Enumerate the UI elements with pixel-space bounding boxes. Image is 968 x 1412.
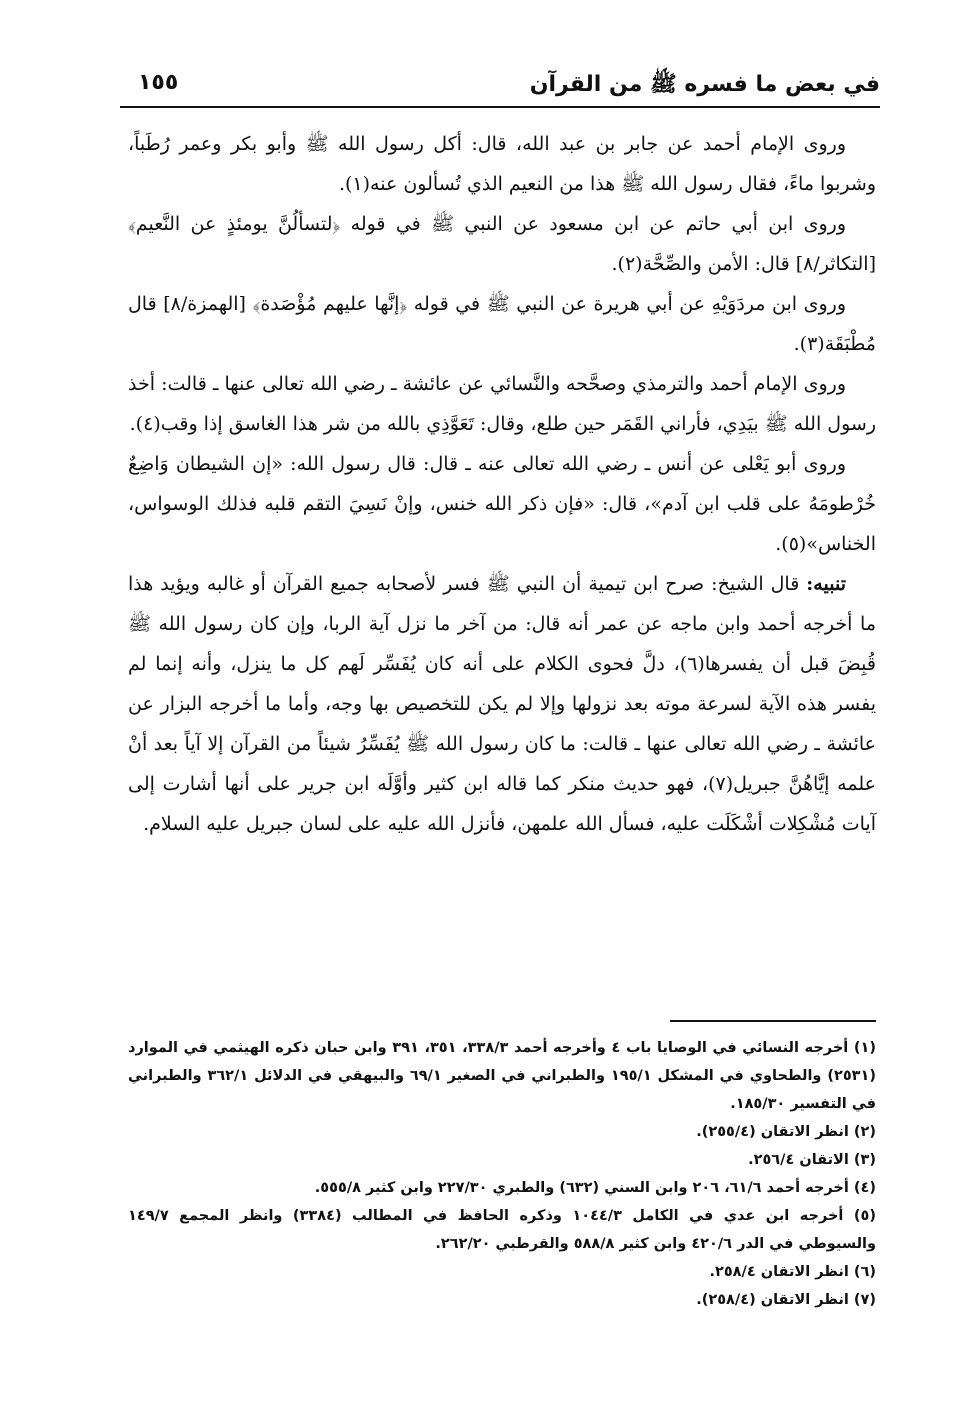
footnote-5: (٥) أخرجه ابن عدي في الكامل ١٠٤٤/٣ وذكره الحافظ في المطالب (٣٣٨٤) وانظر المجمع ١٤٩/٧ والسيوطي في الدر ٤٢٠/٦ وابن كثير ٥٨٨/٨ والقرطبي ٢٦٢/٢٠. bbox=[128, 1208, 876, 1252]
footnote-1: (١) أخرجه النسائي في الوصايا باب ٤ وأخرجه أحمد ٣٣٨/٣، ٣٥١، ٣٩١ وابن حبان ذكره الهيثمي في الموارد (٢٥٣١) والطحاوي في المشكل ١٩٥/١ والطبراني في الصغير ٦٩/١ والبيهقي في الدلائل ٣٦٢/١ والطبراني في التفسير ١٨٥/٣٠. bbox=[128, 1040, 877, 1112]
footnote-4: (٤) أخرجه أحمد ٦١/٦، ٢٠٦ وابن السني (٦٣٢) والطبري ٢٢٧/٣٠ وابن كثير ٥٥٥/٨. bbox=[314, 1180, 876, 1196]
footnote-2: (٢) انظر الاتقان (٢٥٥/٤). bbox=[696, 1124, 876, 1140]
running-title: في بعض ما فسره ﷺ من القرآن bbox=[529, 72, 880, 97]
paragraph-1: وروى الإمام أحمد عن جابر بن عبد الله، قال: أكل رسول الله ﷺ وأبو بكر وعمر رُطَباً، وشربوا ماءً، فقال رسول الله ﷺ هذا من النعيم الذي تُسألون عنه(١). bbox=[128, 133, 876, 195]
main-text bbox=[128, 124, 876, 844]
paragraph-4: وروى الإمام أحمد والترمذي وصحَّحه والنَّسائي عن عائشة ـ رضي الله تعالى عنها ـ قالت: أخذ رسول الله ﷺ بيَدِي، فأراني القَمَر حين طلع، وقال: تَعَوَّذِي بالله من شر هذا الغاسق إذا وقب(٤). bbox=[128, 373, 876, 435]
paragraph-5: وروى أبو يَعْلى عن أنس ـ رضي الله تعالى عنه ـ قال: قال رسول الله: «إن الشيطان وَاضِعٌ خُرْطومَهُ على قلب ابن آدم»، قال: «فإن ذكر الله خنس، وإنْ نَسِيَ التقم قلبه فذلك الوسواس، الخناس»(٥). bbox=[128, 453, 876, 555]
footnotes bbox=[128, 1034, 876, 1314]
note-text: قال الشيخ: صرح ابن تيمية أن النبي ﷺ فسر لأصحابه جميع القرآن أو غالبه ويؤيد هذا ما أخرجه أحمد وابن ماجه عن عمر أنه قال: من آخر ما نزل آية الربا، وإن كان رسول الله ﷺ قُبِضَ قبل أن يفسرها(٦)، دلَّ فحوى الكلام على أنه كان يُفَسِّر لَهم كل ما ينزل، وأنه إنما لم يفسر هذه الآية لسرعة موته بعد نزولها وإلا لم يكن للتخصيص بها وجه، وأما ما أخرجه البزار عن عائشة ـ رضي الله تعالى عنها ـ قالت: ما كان رسول الله ﷺ يُفَسِّرُ شيئاً من القرآن إلا آياً بعد أنْ علمه إيَّاهُنَّ جبريل(٧)، فهو حديث منكر كما قاله ابن كثير وأوَّلَه ابن جرير على أنها أشارت إلى آيات مُشْكِلات أشْكَلَت عليه، فسأل الله علمهن، فأنزل الله عليه على لسان جبريل عليه السلام. bbox=[128, 573, 876, 835]
footnote-6: (٦) انظر الاتقان ٢٥٨/٤. bbox=[709, 1264, 876, 1280]
paragraph-6 bbox=[128, 564, 876, 844]
paragraph-2: وروى ابن أبي حاتم عن ابن مسعود عن النبي ﷺ في قوله ﴿لتسألُنَّ يومئذٍ عن النَّعيم﴾ [التكاثر/٨] قال: الأمن والصِّحَّة(٢). bbox=[128, 213, 876, 275]
note-label: تنبيه: bbox=[806, 573, 846, 595]
page-number: ١٥٥ bbox=[138, 70, 179, 95]
paragraph-3: وروى ابن مردَوَيْهِ عن أبي هريرة عن النبي ﷺ في قوله ﴿إنَّها عليهم مُؤْصَدة﴾ [الهمزة/٨] قال مُطْبَقَة(٣). bbox=[128, 293, 876, 355]
footnote-7: (٧) انظر الاتقان (٢٥٨/٤). bbox=[696, 1292, 876, 1308]
page-header bbox=[120, 66, 880, 108]
footnote-divider bbox=[670, 1020, 876, 1022]
footnote-3: (٣) الاتقان ٢٥٦/٤. bbox=[748, 1152, 876, 1168]
